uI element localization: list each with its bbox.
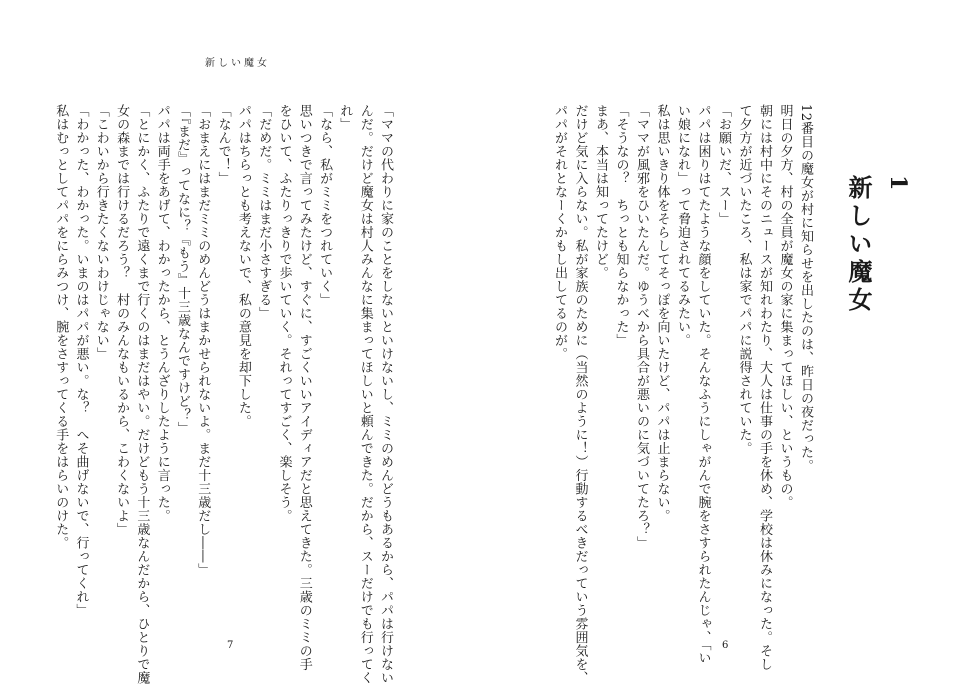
text-line: 「なら、私がミミをつれていく」 — [317, 104, 333, 307]
chapter-heading — [838, 175, 918, 315]
text-line: 「そうなの？ ちっとも知らなかった」 — [613, 104, 629, 347]
text-line: をひいて、ふたりっきりで歩いていく。それってすごく、楽しそう。 — [276, 104, 292, 523]
chapter-number: 1 — [885, 175, 911, 195]
text-line: だけど気に入らない。私が家族のために（当然のように！）行動するべきだっていう雰囲気を、 — [572, 104, 588, 685]
text-line: 朝には村中にそのニュースが知れわたり、大人は仕事の手を休め、学校は休みになった。そし — [757, 104, 772, 671]
text-line: て夕方が近づいたころ、私は家でパパに説得されていた。 — [736, 104, 752, 455]
text-line: 「だめだ。ミミはまだ小さすぎる」 — [256, 104, 272, 320]
running-head: 新しい魔女 — [205, 58, 270, 69]
text-line: 「こわいから行きたくないわけじゃない」 — [93, 104, 109, 361]
text-line: 私は思いきり体をそらしてそっぽを向いたけど、パパは止まらない。 — [654, 104, 670, 523]
text-line: 「わかった、わかった。いまのはパパが悪い。な？ へそ曲げないで、行ってくれ」 — [73, 104, 89, 617]
text-line: 明日の夕方、村の全員が魔女の家に集まってほしい、というもの。 — [777, 104, 793, 509]
page-number-right: 6 — [722, 640, 729, 651]
text-line: 私はむっとしてパパをにらみつけ、腕をさすってくる手をはらいのけた。 — [53, 104, 69, 550]
text-line: 「『まだ』ってなに？『もう』十三歳なんですけど？」 — [175, 104, 190, 435]
text-line: 「なんで！」 — [215, 104, 231, 185]
text-line: んだ。だけど魔女は村人みんなに集まってほしいと頼んできた。だから、スーだけでも行ってく — [357, 104, 373, 685]
text-line: 「おまえにはまだミミのめんどうはまかせられないよ。まだ十三歳だし――」 — [195, 104, 211, 577]
page-number-left: 7 — [227, 640, 234, 651]
text-line: 「ママが風邪をひいたんだ。ゆうべから具合が悪いのに気づいてたろ？」 — [634, 104, 649, 550]
text-line: 「とにかく、ふたりで遠くまで行くのはまだはやい。だけどもう十三歳なんだから、ひとりで魔 — [134, 104, 150, 685]
text-line: パパは両手をあげて、わかったから、とうんざりしたように言った。 — [154, 104, 170, 523]
chapter-title: 新しい魔女 — [844, 175, 873, 315]
text-line: 12番目の魔女が村に知らせを出したのは、昨日の夜だった。 — [798, 104, 813, 473]
text-line: まあ、本当は知ってたけど。 — [593, 104, 608, 280]
text-line: パパは困りはてたような顔をしていた。そんなふうにしゃがんで腕をさすられたんじゃ、「い — [695, 104, 711, 665]
text-line: 思いつきで言ってみたけど、すぐに、すごくいいアイディアだと思えてきた。三歳のミミの手 — [296, 104, 312, 671]
text-line: れ」 — [337, 104, 353, 131]
text-line: パパがそれとなーくかもし出してるのが。 — [552, 104, 567, 361]
text-line: 女の森までは行けるだろう？ 村のみんなもいるから、こわくないよ」 — [114, 104, 130, 536]
text-line: い娘になれ」って脅迫されてるみたい。 — [675, 104, 690, 347]
text-line: パパはちらっとも考えないで、私の意見を却下した。 — [235, 104, 251, 428]
text-line: 「ママの代わりに家のことをしないといけないし、ミミのめんどうもあるから、パパは行けない — [378, 104, 393, 685]
text-line: 「お願いだ、スー」 — [716, 104, 731, 226]
